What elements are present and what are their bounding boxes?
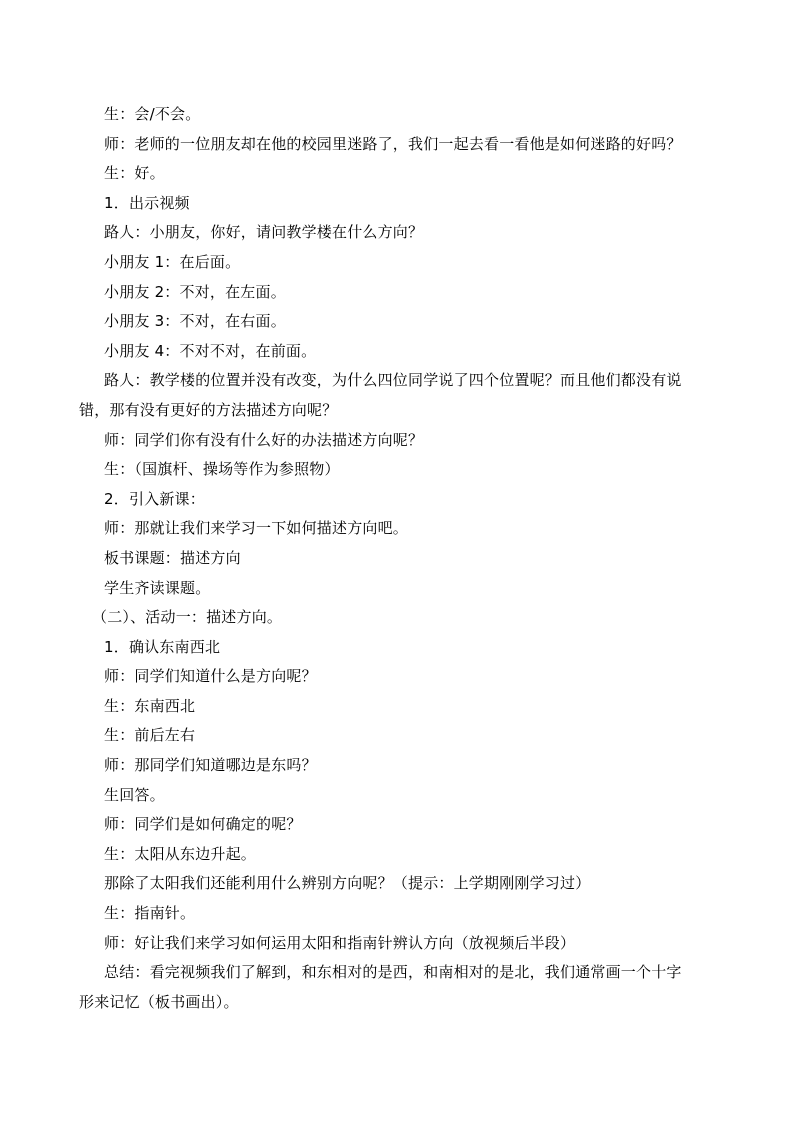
paragraph-first-line: 路人：教学楼的位置并没有改变，为什么四位同学说了四个位置呢？而且他们都没有说: [104, 371, 682, 390]
paragraph-first-line: 总结：看完视频我们了解到，和东相对的是西，和南相对的是北，我们通常画一个十字: [104, 963, 682, 982]
text-line: 板书课题：描述方向: [104, 548, 241, 567]
text-line: 那除了太阳我们还能利用什么辨别方向呢？（提示：上学期刚刚学习过）: [104, 874, 591, 893]
numbered-item: 2．引入新课：: [104, 489, 205, 508]
text-line: 路人：小朋友，你好，请问教学楼在什么方向？: [104, 223, 424, 242]
text-line: 师：那同学们知道哪边是东吗？: [104, 756, 317, 775]
text-line: 师：同学们你有没有什么好的办法描述方向呢？: [104, 430, 424, 449]
text-line: 小朋友 2：不对，在左面。: [104, 282, 286, 301]
text-line: 师：那就让我们来学习一下如何描述方向吧。: [104, 519, 409, 538]
numbered-item: 1．确认东南西北: [104, 637, 221, 656]
text-line: 生回答。: [104, 785, 165, 804]
text-line: 小朋友 1：在后面。: [104, 252, 241, 271]
text-line: 生：东南西北: [104, 696, 196, 715]
summary-paragraph: [79, 958, 724, 1017]
text-line: 生：太阳从东边升起。: [104, 844, 257, 863]
text-line: 师：老师的一位朋友却在他的校园里迷路了，我们一起去看一看他是如何迷路的好吗？: [104, 134, 682, 153]
numbered-item: 1．出示视频: [104, 193, 190, 212]
document-body: [79, 100, 724, 1017]
text-line: 学生齐读课题。: [104, 578, 211, 597]
text-line: 生：好。: [104, 164, 165, 183]
text-line: 生：前后左右: [104, 726, 196, 745]
paragraph-continuation: 形来记忆（板书画出）。: [79, 992, 239, 1011]
text-line: 师：好让我们来学习如何运用太阳和指南针辨认方向（放视频后半段）: [104, 933, 576, 952]
text-line: 生：（国旗杆、操场等作为参照物）: [104, 460, 340, 479]
paragraph: [79, 366, 724, 425]
text-line: 生：指南针。: [104, 904, 196, 923]
text-line: 小朋友 4：不对不对，在前面。: [104, 341, 317, 360]
text-line: 小朋友 3：不对，在右面。: [104, 312, 286, 331]
paragraph-continuation: 错，那有没有更好的方法描述方向呢？: [79, 400, 338, 419]
text-line: 师：同学们知道什么是方向呢？: [104, 667, 317, 686]
text-line: 师：同学们是如何确定的呢？: [104, 815, 302, 834]
section-heading: （二）、活动一：描述方向。: [92, 608, 283, 627]
text-line: 生：会/不会。: [104, 105, 201, 123]
